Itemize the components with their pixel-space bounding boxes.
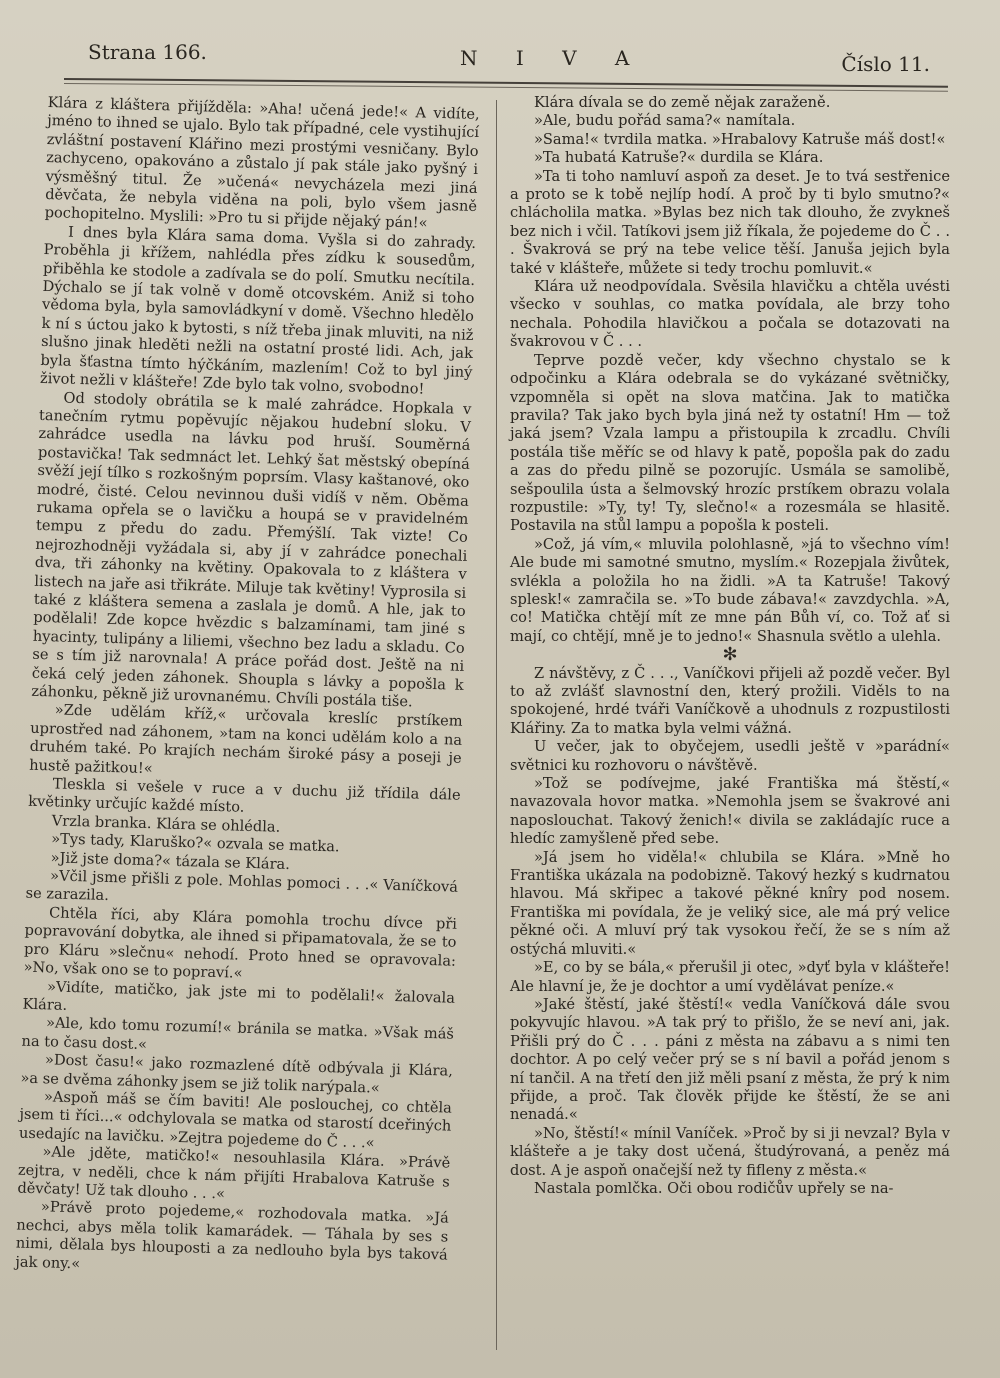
paragraph: »Zde udělám kříž,« určovala kreslíc prstíkem uprostřed nad záhonem, »tam na konci udělám kolo a na druhém také. Po krajích nechám široké pásy a poseji je hustě pažitkou!«: [29, 701, 463, 777]
section-separator: ✻: [722, 644, 738, 666]
paragraph: Z návštěvy, z Č . . ., Vaníčkovi přijeli až pozdě večer. Byl to až zvlášť slavnostní den, který prožili. Viděls to na spokojené, hrdé tváři Vaníčkově a uhodnuls z rozpustilosti Klářiny. Za to matka byla velmi vážná.: [510, 664, 950, 737]
paragraph: Tleskla si vešele v ruce a v duchu již třídila dále květinky určujíc každé místo.: [27, 775, 461, 817]
paragraph: »No, štěstí!« mínil Vaníček. »Proč by si ji nevzal? Byla v klášteře a je taky dost učená, študýrovaná, a peněz má dost. A je aspoň onačejší než ty fifleny z města.«: [510, 1124, 950, 1179]
paragraph: »Což, já vím,« mluvila polohlasně, »já to všechno vím! Ale bude mi samotné smutno, myslím.« Rozepjala živůtek, svlékla a položila ho na židli. »A ta Katruše! Takový splesk!« zamračila se. »To bude zábava!« zavzdychla. »A, co! Matička chtějí mít ze mne pán Bůh ví, co. Tož ať si mají, co chtějí, mně je to jedno!« Shasnula světlo a ulehla.: [510, 535, 950, 645]
paragraph: »Jaké štěstí, jaké štěstí!« vedla Vaníčková dále svou pokyvujíc hlavou. »A tak prý to přišlo, že se neví ani, jak. Přišli prý do Č . . . páni z města na zábavu a s nimi ten dochtor. A po celý večer prý se s ní bavil a pořád jenom s ní tančil. A na třetí den již měli psaní z města, že prý k nim přijde, a proč. Tak člověk přijde ke štěstí, že se ani nenadá.«: [510, 995, 950, 1124]
paragraph: »Již jste doma?« tázala se Klára.: [50, 849, 291, 873]
paragraph: »Ta ti toho namluví aspoň za deset. Je to tvá sestřenice a proto se k tobě nejlíp hodí. A proč by ti bylo smutno?« chlácholila matka. »Bylas bez nich tak dlouho, že zvykneš bez nich i včil. Tatíkovi jsem již říkala, že pojedeme do Č . . . Švakrová se prý na tebe velice těší. Januša jejich byla také v klášteře, můžete si tedy trochu pomluvit.«: [510, 167, 950, 277]
paragraph: »Tož se podívejme, jaké Františka má štěstí,« navazovala hovor matka. »Nemohla jsem se švakrové ani naposlouchat. Takový ženich!« divila se zakládajíc ruce a hledíc zamyšleně před sebe.: [510, 775, 950, 848]
paragraph: »Vidíte, matičko, jak jste mi to podělali!« žalovala Klára.: [22, 977, 456, 1014]
paragraph: »E, co by se bála,« přerušil ji otec, »dyť byla v klášteře! Ale hlavní je, že je dochtor a umí vydělávat peníze.«: [510, 959, 950, 995]
paragraph: Klára už neodpovídala. Svěsila hlavičku a chtěla uvésti všecko v souhlas, co matka povídala, ale brzy toho nechala. Pohodila hlavičkou a počala se dotazovati na švakrovou v Č . . .: [510, 278, 950, 351]
paragraph: »Právě proto pojedeme,« rozhodovala matka. »Já nechci, abys měla tolik kamarádek. — Táhala by ses s nimi, dělala bys hlouposti a za nedlouho byla bys taková jak ony.«: [15, 1198, 449, 1272]
paragraph: »Já jsem ho viděla!« chlubila se Klára. »Mně ho Františka ukázala na podobizně. Takový hezký s kudrnatou hlavou. Má skřipec a takové pěkné knîry pod nosem. Františka mi povídala, že je veliký sice, ale má prý velice pěkné oči. A mluví prý tak vysokou řečí, že se s ním až ostýchá mluviti.«: [510, 848, 950, 958]
paragraph: »Ale jděte, matičko!« nesouhlasila Klára. »Právě zejtra, v neděli, chce k nám přijíti Hrabalova Katruše s děvčaty! Už tak dlouho . . .«: [17, 1143, 451, 1203]
left-column: [15, 94, 480, 1284]
paragraph: Teprve pozdě večer, kdy všechno chystalo se k odpočinku a Klára odebrala se do vykázané světničky, vzpomněla si opět na slova matčina. Jak to matička pravila? Tak jako bych byla jiná než ty ostatní! Hm — tož jaká jsem? Vzala lampu a přistoupila k zrcadlu. Chvíli postála tiše měříc se od hlavy k patě, popošla pak do zadu a zas do předu pilně se pozorujíc. Usmála se samolibě, sešpoulila ústa a šelmovský hrozíc prstíkem obrazu volala rozpustile: »Ty, ty! Ty, slečno!« a rozesmála se hlasitě. Postavila na stůl lampu a popošla k posteli.: [510, 351, 950, 535]
paragraph: »Ale, kdo tomu rozumí!« bránila se matka. »Však máš na to času dost.«: [21, 1014, 455, 1053]
paragraph: Klára dívala se do země nějak zaraženě.: [534, 94, 831, 111]
paragraph: »Ale, budu pořád sama?« namítala.: [534, 112, 796, 130]
column-divider: [496, 100, 497, 1350]
paragraph: »Sama!« tvrdila matka. »Hrabalovy Katruše máš dost!«: [534, 130, 946, 148]
paragraph: »Aspoň máš se čím baviti! Ale poslouchej, co chtěla jsem ti říci...« odchylovala se matka od starostí dceřiných usedajíc na lavičku. »Zejtra pojedeme do Č . . .«: [18, 1088, 453, 1152]
magazine-title: N I V A: [460, 46, 646, 70]
paragraph: »Dost času!« jako rozmazlené dítě odbývala ji Klára, »a se dvěma záhonky jsem se již tolik narýpala.«: [20, 1051, 454, 1097]
paragraph: Nastala pomlčka. Oči obou rodičův upřely se na-: [534, 1179, 894, 1197]
page-number: Strana 166.: [88, 40, 207, 64]
paragraph: Vrzla branka. Klára se ohlédla.: [51, 812, 281, 836]
page-header: [88, 40, 930, 74]
paragraph: Od stodoly obrátila se k malé zahrádce. Hopkala v tanečním rytmu popěvujíc nějakou hudební sloku. V zahrádce usedla na lávku pod hruší. Souměrná postavička! Tak sedmnáct let. Lehký šat městský obepíná svěží její tílko s rozkošným poprsím. Vlasy kaštanové, oko modré, čisté. Celou nevinnou duši vidíš v něm. Oběma rukama opřela se o lavičku a houpá se v pravidelném tempu z předu do zadu. Přemýšlí. Tak vizte! Co nejrozhodněji vyžádala si, aby jí v zahrádce ponechali dva, tři záhonky na květiny. Opakovala to z kláštera v listech na jaře asi třikráte. Miluje tak květiny! Vyprosila si také z kláštera semena a zaslala je domů. A hle, jak to podělali! Zde kopce hvězdic s balzamínami, tam jiné s hyacinty, tulipány a liliemi, všechno bez ladu a skladu. Co se s tím již narovnala! A práce pořád dost. Ještě na ni čeká celý jeden záhonek. Shoupla s lávky a popošla k záhonku, pěkně již urovnanému. Chvíli postála tiše.: [31, 389, 472, 711]
paragraph: I dnes byla Klára sama doma. Vyšla si do zahrady. Proběhla ji křížem, nahlédla přes zídku k sousedům, přiběhla ke stodole a zadívala se do polí. Smutku necítila. Dýchalo se jí tak volně v domě otcovském. Aniž si toho vědoma byla, byla samovládkyní v domě. Všechno hledělo k ní s úctou jako k bytosti, s níž třeba jinak mluviti, na niž slušno jinak hleděti nežli na ostatní prosté lidi. Ach, jak byla šťastna tímto hýčkáním, mazlením! Což to byl jiný život nežli v klášteře! Zde bylo tak volno, svobodno!: [39, 223, 477, 398]
issue-number: Číslo 11.: [841, 52, 930, 76]
paragraph: U večer, jak to obyčejem, usedli ještě v »parádní« světnici ku rozhovoru o návštěvě.: [510, 738, 950, 774]
paragraph: Klára z kláštera přijížděla: »Aha! učená jede!« A vidíte, jméno to ihned se ujalo. Bylo tak případné, cele vystihující zvláštní postavení Klářino mezi prostými vesničany. Bylo zachyceno, opakováno a zůstalo jí pak stále jako pyšný i výsměšný titul. Že »učená« nevycházela mezi jiná děvčata, že nebyla viděna na poli, bylo všem jasně pochopitelno. Myslili: »Pro tu si přijde nějaký pán!«: [44, 94, 480, 233]
right-column: [510, 94, 950, 1198]
paragraph: »Tys tady, Klaruško?« ozvala se matka.: [50, 830, 340, 856]
paragraph: Chtěla říci, aby Klára pomohla trochu dívce při popravování dobytka, ale ihned si připamatovala, že se to pro Kláru »slečnu« nehodí. Proto hned se opravovala: »No, však ono se to popraví.«: [23, 904, 458, 982]
paragraph: »Ta hubatá Katruše?« durdila se Klára.: [534, 149, 824, 167]
paragraph: »Včil jsme přišli z pole. Mohlas pomoci . . .« Vaníčková se zarazila.: [25, 867, 459, 905]
